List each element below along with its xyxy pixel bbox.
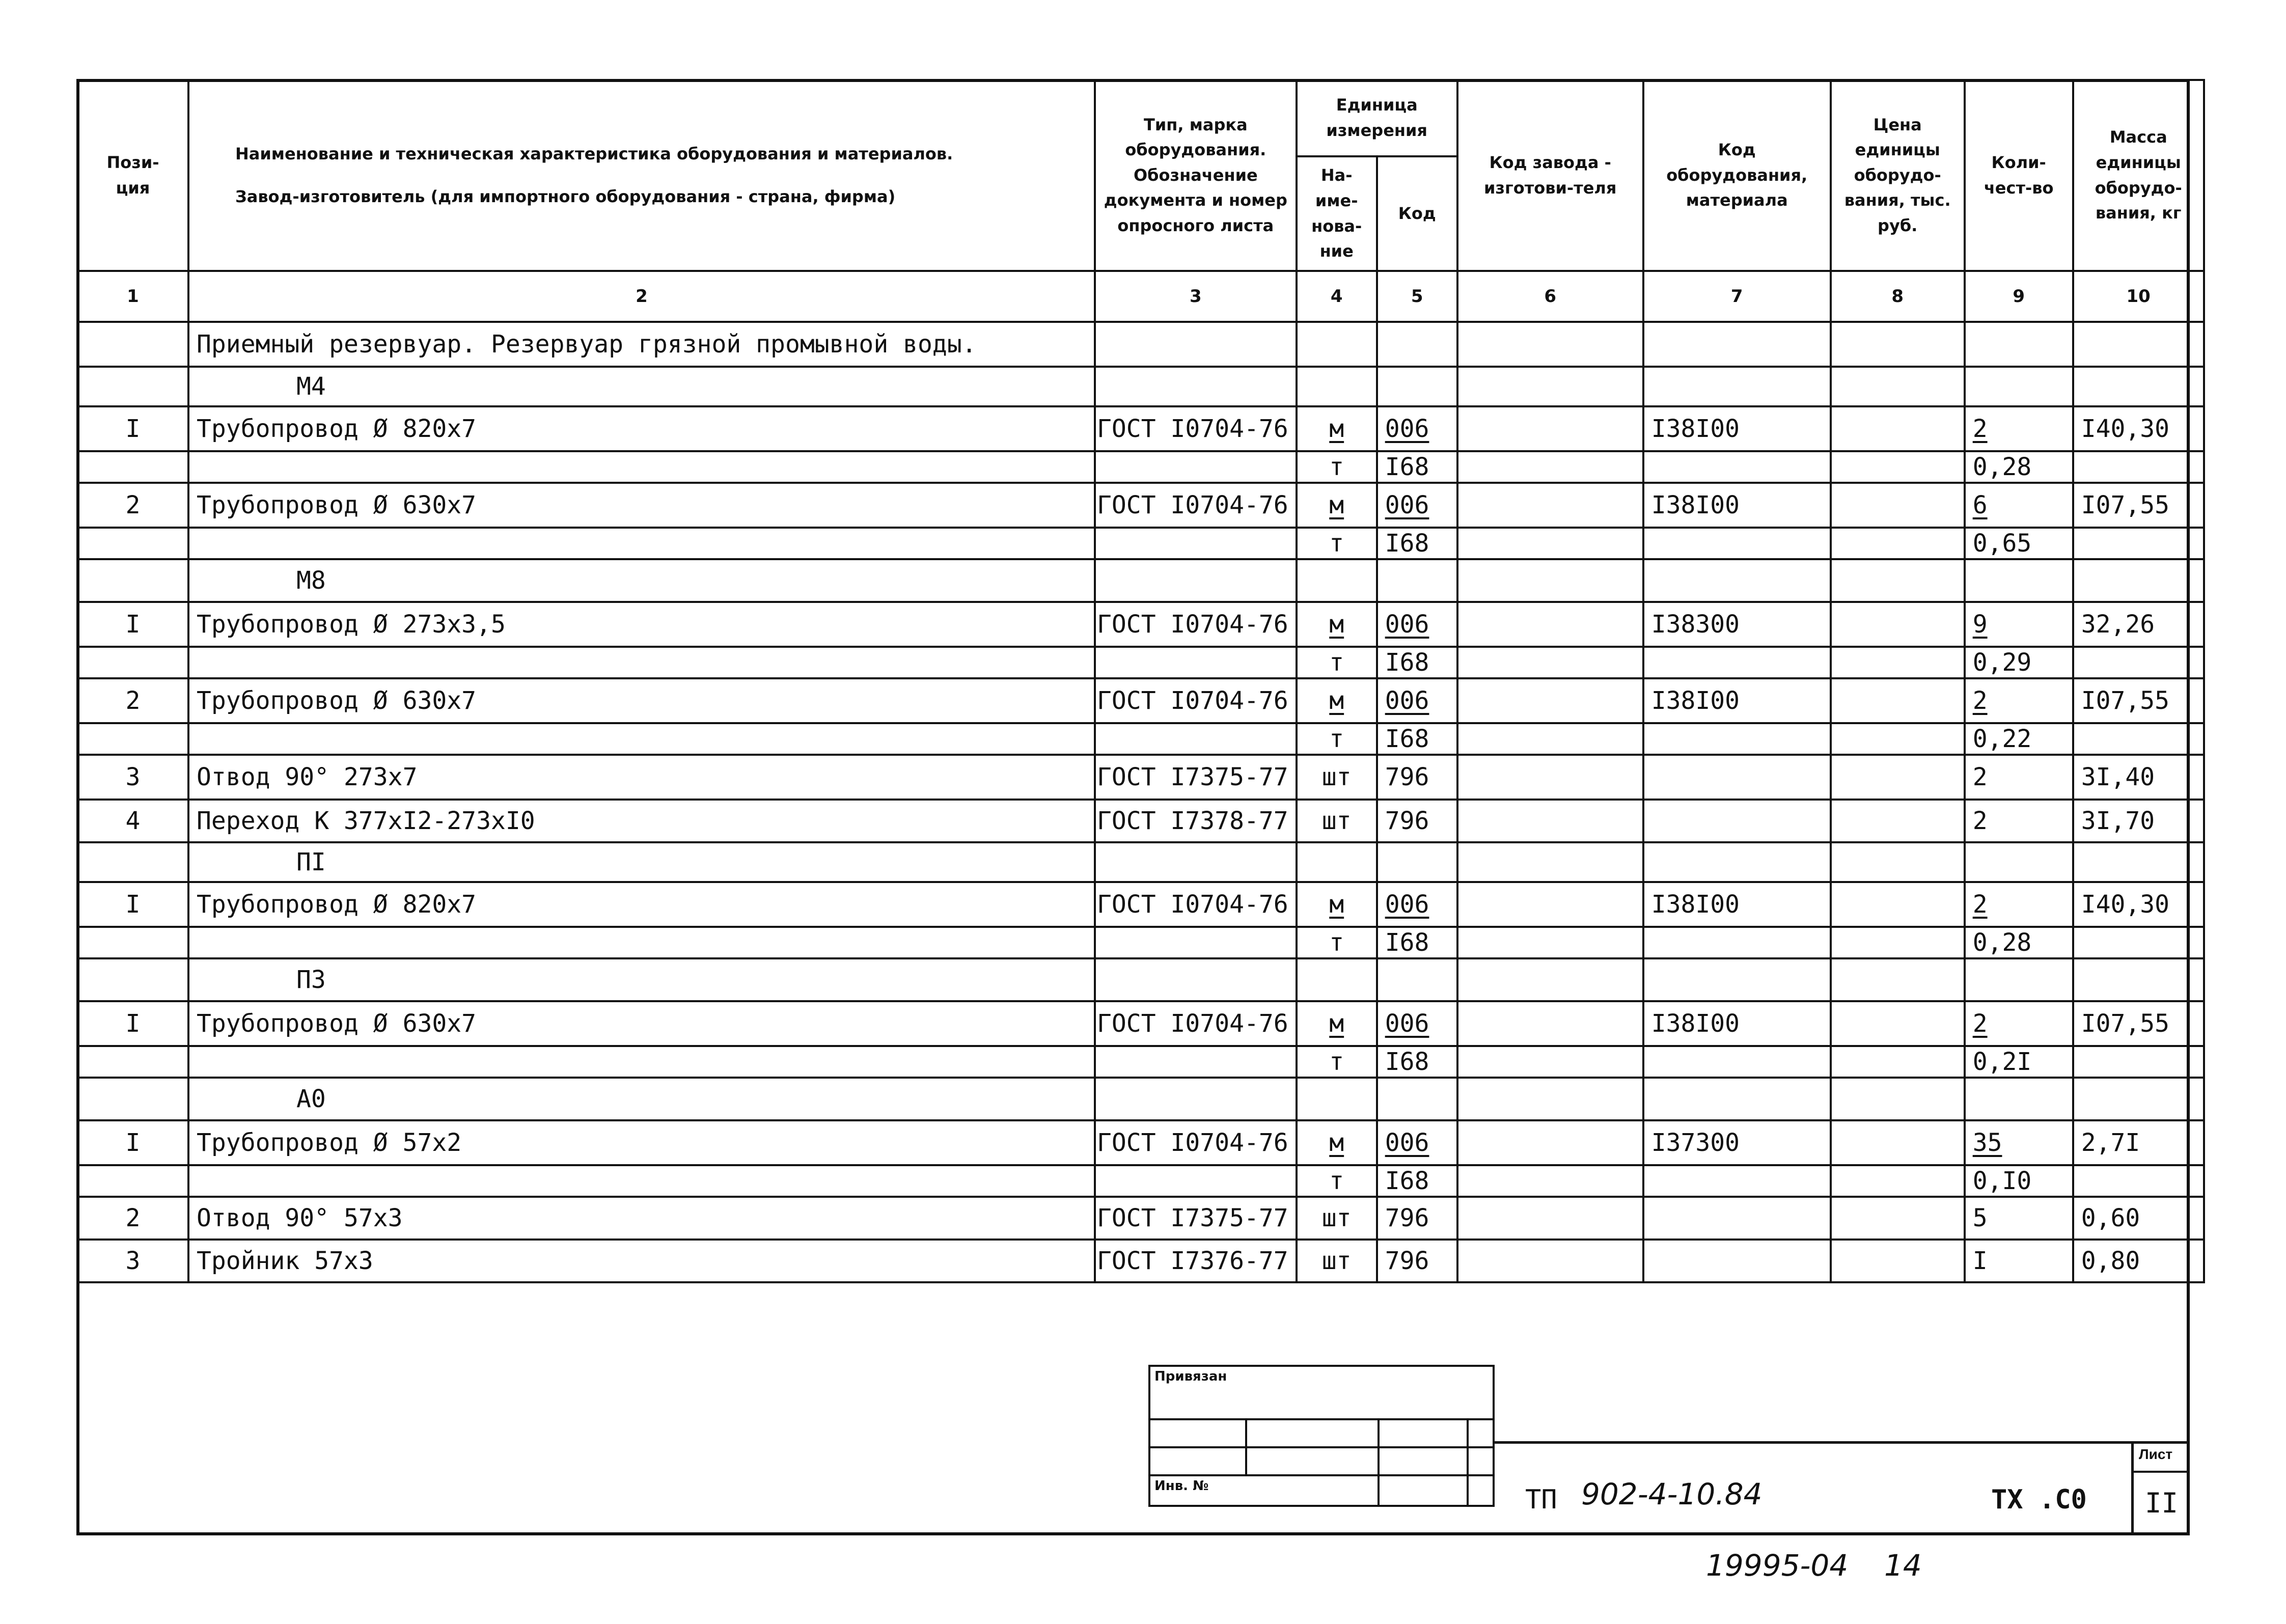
material-code-cell [1643,1165,1831,1197]
position-cell: 3 [77,755,188,800]
name-cell: Трубопровод Ø 630х7 [188,678,1095,723]
position-cell: I [77,1120,188,1165]
plant-code-cell [1457,958,1643,1001]
type-cell: ГОСТ I7375-77 [1095,1197,1297,1240]
type-cell: ГОСТ I0704-76 [1095,406,1297,451]
position-cell [77,367,188,406]
material-code-cell [1643,647,1831,678]
unit-cell: м [1297,483,1377,528]
unit-code-cell: 796 [1377,1197,1457,1240]
position-cell [77,528,188,559]
plant-code-cell [1457,528,1643,559]
price-cell [1831,322,1965,367]
type-cell: ГОСТ I0704-76 [1095,882,1297,927]
position-cell [77,1046,188,1078]
price-cell [1831,958,1965,1001]
price-cell [1831,528,1965,559]
price-cell [1831,1165,1965,1197]
table-row [77,723,2204,755]
plant-code-cell [1457,927,1643,958]
mass-cell: I40,30 [2073,882,2204,927]
unit-cell: т [1297,647,1377,678]
inventory-label: Инв. № [1149,1475,1379,1506]
type-cell [1095,958,1297,1001]
price-cell [1831,647,1965,678]
titleblock-line [1495,1441,2190,1444]
position-cell: 2 [77,483,188,528]
unit-code-cell: I68 [1377,723,1457,755]
position-cell [77,842,188,882]
name-cell: Трубопровод Ø 273х3,5 [188,602,1095,647]
table-row [77,927,2204,958]
header-type: Тип, марка оборудования. Обозначение документа и номер опросного листа [1095,80,1297,271]
table-row [77,800,2204,842]
unit-code-cell: 006 [1377,483,1457,528]
type-cell [1095,322,1297,367]
quantity-cell: 0,28 [1965,927,2073,958]
unit-cell: т [1297,1046,1377,1078]
mass-cell: I07,55 [2073,483,2204,528]
mass-cell: I07,55 [2073,678,2204,723]
unit-code-cell [1377,842,1457,882]
sheet-label: Лист [2139,1446,2173,1462]
type-cell [1095,367,1297,406]
unit-cell: шт [1297,755,1377,800]
column-number: 5 [1377,271,1457,322]
header-plant-code: Код завода - изготови-теля [1457,80,1643,271]
table-row [77,958,2204,1001]
header-unit-code: Код [1377,156,1457,271]
price-cell [1831,678,1965,723]
price-cell [1831,1240,1965,1282]
position-cell: I [77,1001,188,1046]
name-cell: М4 [188,367,1095,406]
material-code-cell [1643,723,1831,755]
table-row [77,322,2204,367]
plant-code-cell [1457,1240,1643,1282]
price-cell [1831,406,1965,451]
table-row [77,842,2204,882]
quantity-cell: I [1965,1240,2073,1282]
unit-code-cell: I68 [1377,451,1457,483]
price-cell [1831,1120,1965,1165]
name-cell: Отвод 90° 57х3 [188,1197,1095,1240]
name-cell [188,1165,1095,1197]
material-code-cell: I38I00 [1643,882,1831,927]
unit-code-cell: I68 [1377,647,1457,678]
mass-cell [2073,367,2204,406]
material-code-cell [1643,1197,1831,1240]
unit-cell [1297,367,1377,406]
unit-code-cell [1377,559,1457,602]
material-code-cell [1643,367,1831,406]
quantity-cell: 0,I0 [1965,1165,2073,1197]
plant-code-cell [1457,559,1643,602]
plant-code-cell [1457,1197,1643,1240]
unit-cell: м [1297,406,1377,451]
name-cell [188,647,1095,678]
mass-cell: 32,26 [2073,602,2204,647]
name-cell: Переход К 377хI2-273хI0 [188,800,1095,842]
name-cell [188,451,1095,483]
unit-code-cell [1377,322,1457,367]
table-row [77,1078,2204,1120]
position-cell: I [77,882,188,927]
mass-cell: 3I,40 [2073,755,2204,800]
unit-cell [1297,958,1377,1001]
quantity-cell: 5 [1965,1197,2073,1240]
price-cell [1831,602,1965,647]
unit-code-cell [1377,958,1457,1001]
unit-cell: т [1297,1165,1377,1197]
table-row [77,406,2204,451]
unit-code-cell: 006 [1377,1001,1457,1046]
name-cell: Трубопровод Ø 820х7 [188,882,1095,927]
unit-code-cell: 006 [1377,1120,1457,1165]
material-code-cell [1643,451,1831,483]
material-code-cell [1643,322,1831,367]
plant-code-cell [1457,1078,1643,1120]
position-cell: I [77,602,188,647]
type-cell [1095,528,1297,559]
column-number: 7 [1643,271,1831,322]
mass-cell [2073,927,2204,958]
price-cell [1831,483,1965,528]
column-number: 4 [1297,271,1377,322]
mass-cell [2073,322,2204,367]
unit-cell: т [1297,528,1377,559]
table-row [77,1197,2204,1240]
table-row [77,559,2204,602]
doc-number: 902-4-10.84 [1581,1477,1762,1511]
type-cell: ГОСТ I7375-77 [1095,755,1297,800]
quantity-cell [1965,322,2073,367]
plant-code-cell [1457,842,1643,882]
name-cell: Трубопровод Ø 57х2 [188,1120,1095,1165]
material-code-cell: I38I00 [1643,483,1831,528]
approval-stamp [1148,1365,1495,1507]
unit-code-cell [1377,367,1457,406]
material-code-cell: I37300 [1643,1120,1831,1165]
price-cell [1831,1001,1965,1046]
price-cell [1831,451,1965,483]
quantity-cell: 2 [1965,678,2073,723]
type-cell: ГОСТ I0704-76 [1095,1120,1297,1165]
unit-cell: шт [1297,1197,1377,1240]
header-material-code: Код оборудования, материала [1643,80,1831,271]
position-cell [77,958,188,1001]
position-cell: 2 [77,678,188,723]
handwritten-page: 14 [1884,1548,1922,1583]
unit-code-cell: I68 [1377,528,1457,559]
header-price: Цена единицы оборудо-вания, тыс. руб. [1831,80,1965,271]
material-code-cell [1643,958,1831,1001]
plant-code-cell [1457,602,1643,647]
price-cell [1831,1197,1965,1240]
price-cell [1831,1046,1965,1078]
position-cell [77,451,188,483]
name-cell: Трубопровод Ø 820х7 [188,406,1095,451]
quantity-cell: 0,22 [1965,723,2073,755]
table-row [77,483,2204,528]
mass-cell [2073,647,2204,678]
name-cell: А0 [188,1078,1095,1120]
quantity-cell: 0,2I [1965,1046,2073,1078]
position-cell [77,1078,188,1120]
material-code-cell [1643,1240,1831,1282]
material-code-cell: I38I00 [1643,678,1831,723]
mass-cell [2073,559,2204,602]
mass-cell [2073,451,2204,483]
unit-cell: м [1297,1120,1377,1165]
quantity-cell: 2 [1965,755,2073,800]
name-cell: ПI [188,842,1095,882]
type-cell [1095,842,1297,882]
plant-code-cell [1457,647,1643,678]
plant-code-cell [1457,882,1643,927]
table-row [77,602,2204,647]
quantity-cell: 35 [1965,1120,2073,1165]
unit-cell: м [1297,678,1377,723]
unit-cell: т [1297,451,1377,483]
doc-suffix: ТХ .С0 [1991,1484,2087,1515]
name-cell: Трубопровод Ø 630х7 [188,1001,1095,1046]
quantity-cell: 0,65 [1965,528,2073,559]
column-number: 8 [1831,271,1965,322]
position-cell [77,927,188,958]
unit-code-cell [1377,1078,1457,1120]
position-cell: 4 [77,800,188,842]
unit-cell: т [1297,927,1377,958]
position-cell: I [77,406,188,451]
quantity-cell: 0,29 [1965,647,2073,678]
name-cell: П3 [188,958,1095,1001]
unit-code-cell: 796 [1377,800,1457,842]
mass-cell: I07,55 [2073,1001,2204,1046]
material-code-cell [1643,755,1831,800]
mass-cell: 0,60 [2073,1197,2204,1240]
specification-table [76,79,2205,1283]
plant-code-cell [1457,1046,1643,1078]
type-cell: ГОСТ I0704-76 [1095,678,1297,723]
material-code-cell [1643,800,1831,842]
unit-code-cell: 006 [1377,406,1457,451]
column-number: 2 [188,271,1095,322]
unit-code-cell: 006 [1377,678,1457,723]
header-unit-group: Единица измерения [1297,80,1457,156]
sheet-number-box [2131,1441,2187,1535]
unit-cell [1297,842,1377,882]
name-cell [188,927,1095,958]
quantity-cell: 2 [1965,882,2073,927]
type-cell: ГОСТ I0704-76 [1095,1001,1297,1046]
type-cell [1095,559,1297,602]
name-cell: М8 [188,559,1095,602]
unit-cell: м [1297,602,1377,647]
plant-code-cell [1457,1165,1643,1197]
plant-code-cell [1457,367,1643,406]
material-code-cell [1643,842,1831,882]
material-code-cell: I38I00 [1643,1001,1831,1046]
price-cell [1831,800,1965,842]
type-cell [1095,1165,1297,1197]
column-number: 1 [77,271,188,322]
price-cell [1831,1078,1965,1120]
name-cell: Отвод 90° 273х7 [188,755,1095,800]
type-cell: ГОСТ I7378-77 [1095,800,1297,842]
table-row [77,678,2204,723]
header-mass: Масса единицы оборудо-вания, кг [2073,80,2204,271]
material-code-cell: I38I00 [1643,406,1831,451]
name-cell [188,1046,1095,1078]
plant-code-cell [1457,755,1643,800]
price-cell [1831,755,1965,800]
quantity-cell: 2 [1965,800,2073,842]
handwritten-code: 19995-04 [1706,1548,1849,1583]
table-row [77,1240,2204,1282]
column-number: 6 [1457,271,1643,322]
price-cell [1831,842,1965,882]
column-number: 3 [1095,271,1297,322]
type-cell: ГОСТ I0704-76 [1095,483,1297,528]
unit-code-cell: 006 [1377,602,1457,647]
mass-cell [2073,1078,2204,1120]
quantity-cell [1965,958,2073,1001]
mass-cell [2073,723,2204,755]
unit-code-cell: 796 [1377,1240,1457,1282]
name-cell: Приемный резервуар. Резервуар грязной промывной воды. [188,322,1095,367]
quantity-cell: 0,28 [1965,451,2073,483]
position-cell [77,1165,188,1197]
name-cell: Трубопровод Ø 630х7 [188,483,1095,528]
table-row [77,1165,2204,1197]
unit-code-cell: I68 [1377,927,1457,958]
mass-cell: 0,80 [2073,1240,2204,1282]
table-row [77,882,2204,927]
price-cell [1831,559,1965,602]
type-cell [1095,1046,1297,1078]
name-cell [188,528,1095,559]
unit-cell [1297,322,1377,367]
type-cell [1095,451,1297,483]
type-cell [1095,1078,1297,1120]
material-code-cell [1643,1078,1831,1120]
bound-label: Привязан [1149,1366,1494,1419]
table-row [77,647,2204,678]
mass-cell [2073,1046,2204,1078]
unit-cell: т [1297,723,1377,755]
type-cell [1095,723,1297,755]
table-row [77,1046,2204,1078]
header-name: Наименование и техническая характеристика оборудования и материалов. Завод-изготовитель (для импортного оборудования - страна, фирма) [188,80,1095,271]
unit-cell: м [1297,1001,1377,1046]
name-cell [188,723,1095,755]
price-cell [1831,882,1965,927]
header-quantity: Коли-чест-во [1965,80,2073,271]
name-cell: Тройник 57х3 [188,1240,1095,1282]
unit-cell [1297,559,1377,602]
table-row [77,367,2204,406]
plant-code-cell [1457,723,1643,755]
type-cell [1095,647,1297,678]
mass-cell [2073,842,2204,882]
plant-code-cell [1457,322,1643,367]
mass-cell: 2,7I [2073,1120,2204,1165]
unit-code-cell: 796 [1377,755,1457,800]
mass-cell [2073,958,2204,1001]
position-cell [77,723,188,755]
material-code-cell [1643,559,1831,602]
position-cell: 3 [77,1240,188,1282]
type-cell [1095,927,1297,958]
plant-code-cell [1457,678,1643,723]
unit-cell: шт [1297,800,1377,842]
table-row [77,1001,2204,1046]
position-cell [77,322,188,367]
plant-code-cell [1457,1001,1643,1046]
mass-cell [2073,528,2204,559]
sheet-number: II [2145,1487,2179,1519]
quantity-cell [1965,842,2073,882]
type-cell: ГОСТ I0704-76 [1095,602,1297,647]
position-cell [77,647,188,678]
header-position: Пози- ция [77,80,188,271]
quantity-cell: 2 [1965,406,2073,451]
plant-code-cell [1457,800,1643,842]
quantity-cell [1965,559,2073,602]
mass-cell: 3I,70 [2073,800,2204,842]
quantity-cell: 6 [1965,483,2073,528]
quantity-cell [1965,367,2073,406]
position-cell [77,559,188,602]
table-row [77,1120,2204,1165]
material-code-cell [1643,927,1831,958]
unit-code-cell: 006 [1377,882,1457,927]
price-cell [1831,927,1965,958]
material-code-cell: I38300 [1643,602,1831,647]
quantity-cell [1965,1078,2073,1120]
unit-code-cell: I68 [1377,1046,1457,1078]
type-cell: ГОСТ I7376-77 [1095,1240,1297,1282]
plant-code-cell [1457,483,1643,528]
material-code-cell [1643,528,1831,559]
mass-cell: I40,30 [2073,406,2204,451]
mass-cell [2073,1165,2204,1197]
column-number: 10 [2073,271,2204,322]
quantity-cell: 9 [1965,602,2073,647]
table-row [77,528,2204,559]
price-cell [1831,367,1965,406]
unit-cell [1297,1078,1377,1120]
table-row [77,755,2204,800]
plant-code-cell [1457,451,1643,483]
unit-code-cell: I68 [1377,1165,1457,1197]
table-row [77,451,2204,483]
column-number: 9 [1965,271,2073,322]
quantity-cell: 2 [1965,1001,2073,1046]
unit-cell: шт [1297,1240,1377,1282]
header-unit-name: На-име-нова-ние [1297,156,1377,271]
unit-cell: м [1297,882,1377,927]
plant-code-cell [1457,1120,1643,1165]
price-cell [1831,723,1965,755]
plant-code-cell [1457,406,1643,451]
material-code-cell [1643,1046,1831,1078]
doc-prefix: ТП [1525,1484,1557,1515]
position-cell: 2 [77,1197,188,1240]
